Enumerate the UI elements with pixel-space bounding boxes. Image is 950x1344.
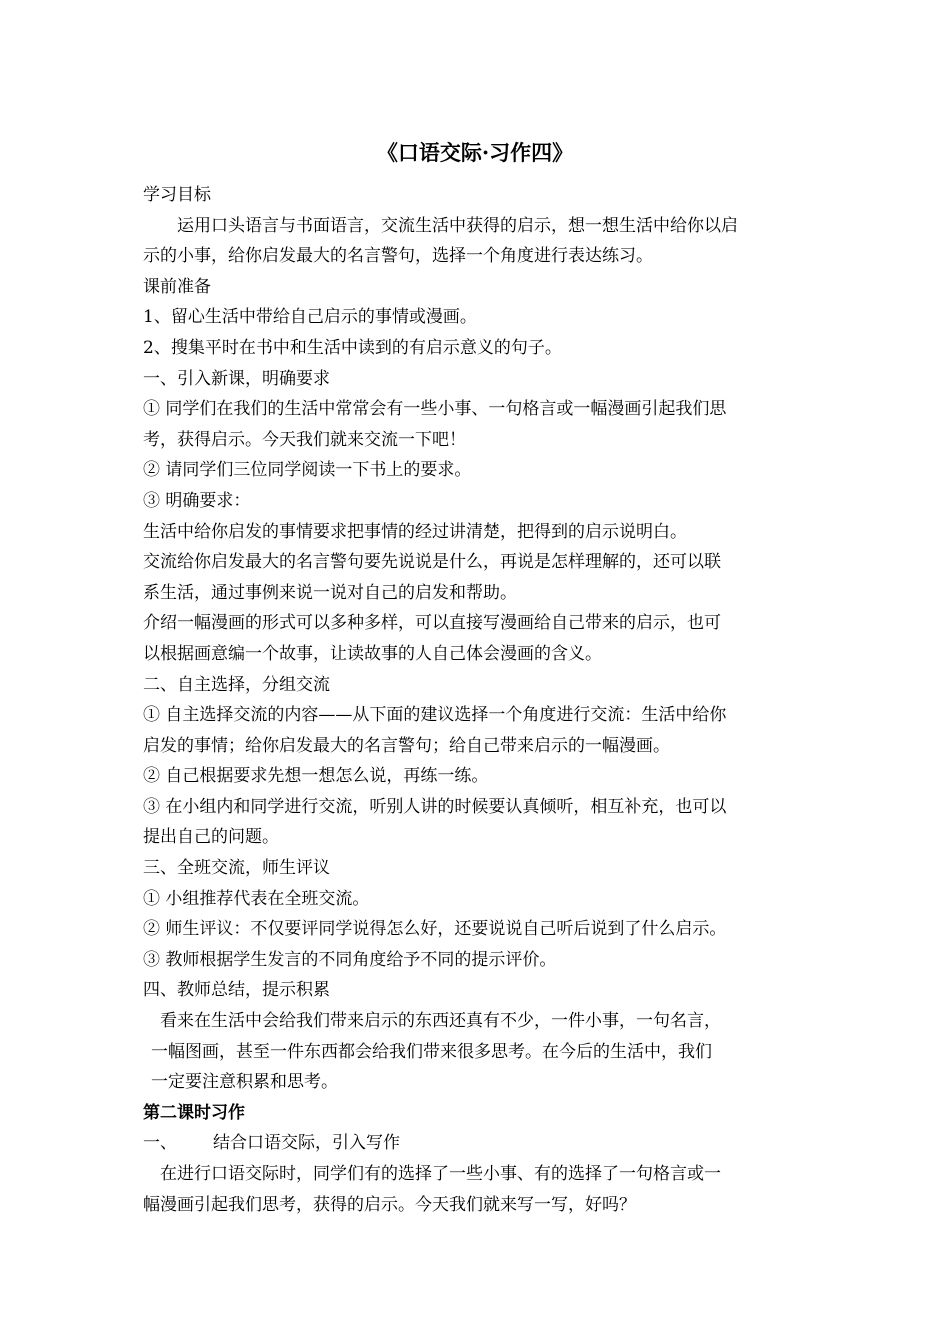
paragraph-line: ③ 在小组内和同学进行交流，听别人讲的时候要认真倾听，相互补充，也可以 — [143, 796, 727, 817]
paragraph-line: ① 自主选择交流的内容——从下面的建议选择一个角度进行交流：生活中给你 — [143, 705, 727, 726]
paragraph-line: 看来在生活中会给我们带来启示的东西还真有不少，一件小事，一句名言， — [160, 1011, 721, 1032]
paragraph-line: 一幅图画，甚至一件东西都会给我们带来很多思考。在今后的生活中，我们 — [151, 1041, 712, 1062]
paragraph-line: 提出自己的问题。 — [143, 827, 279, 848]
document-title: 《口语交际·习作四》 — [376, 140, 574, 165]
paragraph-line: 启发的事情；给你启发最大的名言警句；给自己带来启示的一幅漫画。 — [143, 735, 670, 756]
section-text: 结合口语交际，引入写作 — [213, 1133, 400, 1154]
paragraph-line: ③ 明确要求： — [143, 490, 251, 511]
paragraph-line: 示的小事，给你启发最大的名言警句，选择一个角度进行表达练习。 — [143, 246, 653, 267]
paragraph-line: 2、搜集平时在书中和生活中读到的有启示意义的句子。 — [143, 337, 562, 358]
paragraph-line: 交流给你启发最大的名言警句要先说说是什么，再说是怎样理解的，还可以联 — [143, 552, 721, 573]
paragraph-line: 二、自主选择，分组交流 — [143, 674, 330, 695]
paragraph-line: 三、全班交流，师生评议 — [143, 858, 330, 879]
paragraph-line: 一定要注意积累和思考。 — [151, 1072, 338, 1093]
paragraph-line: 第二课时习作 — [143, 1102, 245, 1123]
section-heading — [143, 1128, 809, 1159]
paragraph-line: 1、留心生活中带给自己启示的事情或漫画。 — [143, 307, 477, 328]
paragraph-line: 课前准备 — [143, 276, 211, 297]
paragraph-line: ③ 教师根据学生发言的不同角度给予不同的提示评价。 — [143, 949, 557, 970]
paragraph-line: 介绍一幅漫画的形式可以多种多样，可以直接写漫画给自己带来的启示，也可 — [143, 613, 721, 634]
paragraph-line: 系生活，通过事例来说一说对自己的启发和帮助。 — [143, 582, 517, 603]
paragraph-line: 四、教师总结，提示积累 — [143, 980, 330, 1001]
paragraph-line: 以根据画意编一个故事，让读故事的人自己体会漫画的含义。 — [143, 643, 602, 664]
paragraph-line: 幅漫画引起我们思考，获得的启示。今天我们就来写一写，好吗？ — [143, 1194, 636, 1215]
document-body — [143, 180, 809, 1220]
paragraph-line: ① 同学们在我们的生活中常常会有一些小事、一句格言或一幅漫画引起我们思 — [143, 399, 727, 420]
paragraph-line: 运用口头语言与书面语言，交流生活中获得的启示，想一想生活中给你以启 — [177, 215, 738, 236]
paragraph-line: 生活中给你启发的事情要求把事情的经过讲清楚，把得到的启示说明白。 — [143, 521, 687, 542]
section-number: 一、 — [143, 1133, 177, 1154]
paragraph-line: 在进行口语交际时，同学们有的选择了一些小事、有的选择了一句格言或一 — [160, 1164, 721, 1184]
paragraph-line: ① 小组推荐代表在全班交流。 — [143, 888, 370, 909]
paragraph-line: ② 自己根据要求先想一想怎么说，再练一练。 — [143, 766, 489, 787]
paragraph-line: 一、引入新课，明确要求 — [143, 368, 330, 389]
paragraph-line: 考，获得启示。今天我们就来交流一下吧！ — [143, 429, 466, 450]
paragraph-line: ② 请同学们三位同学阅读一下书上的要求。 — [143, 460, 472, 481]
paragraph-line: 学习目标 — [143, 185, 211, 205]
paragraph-line: ② 师生评议：不仅要评同学说得怎么好，还要说说自己听后说到了什么启示。 — [143, 919, 727, 940]
